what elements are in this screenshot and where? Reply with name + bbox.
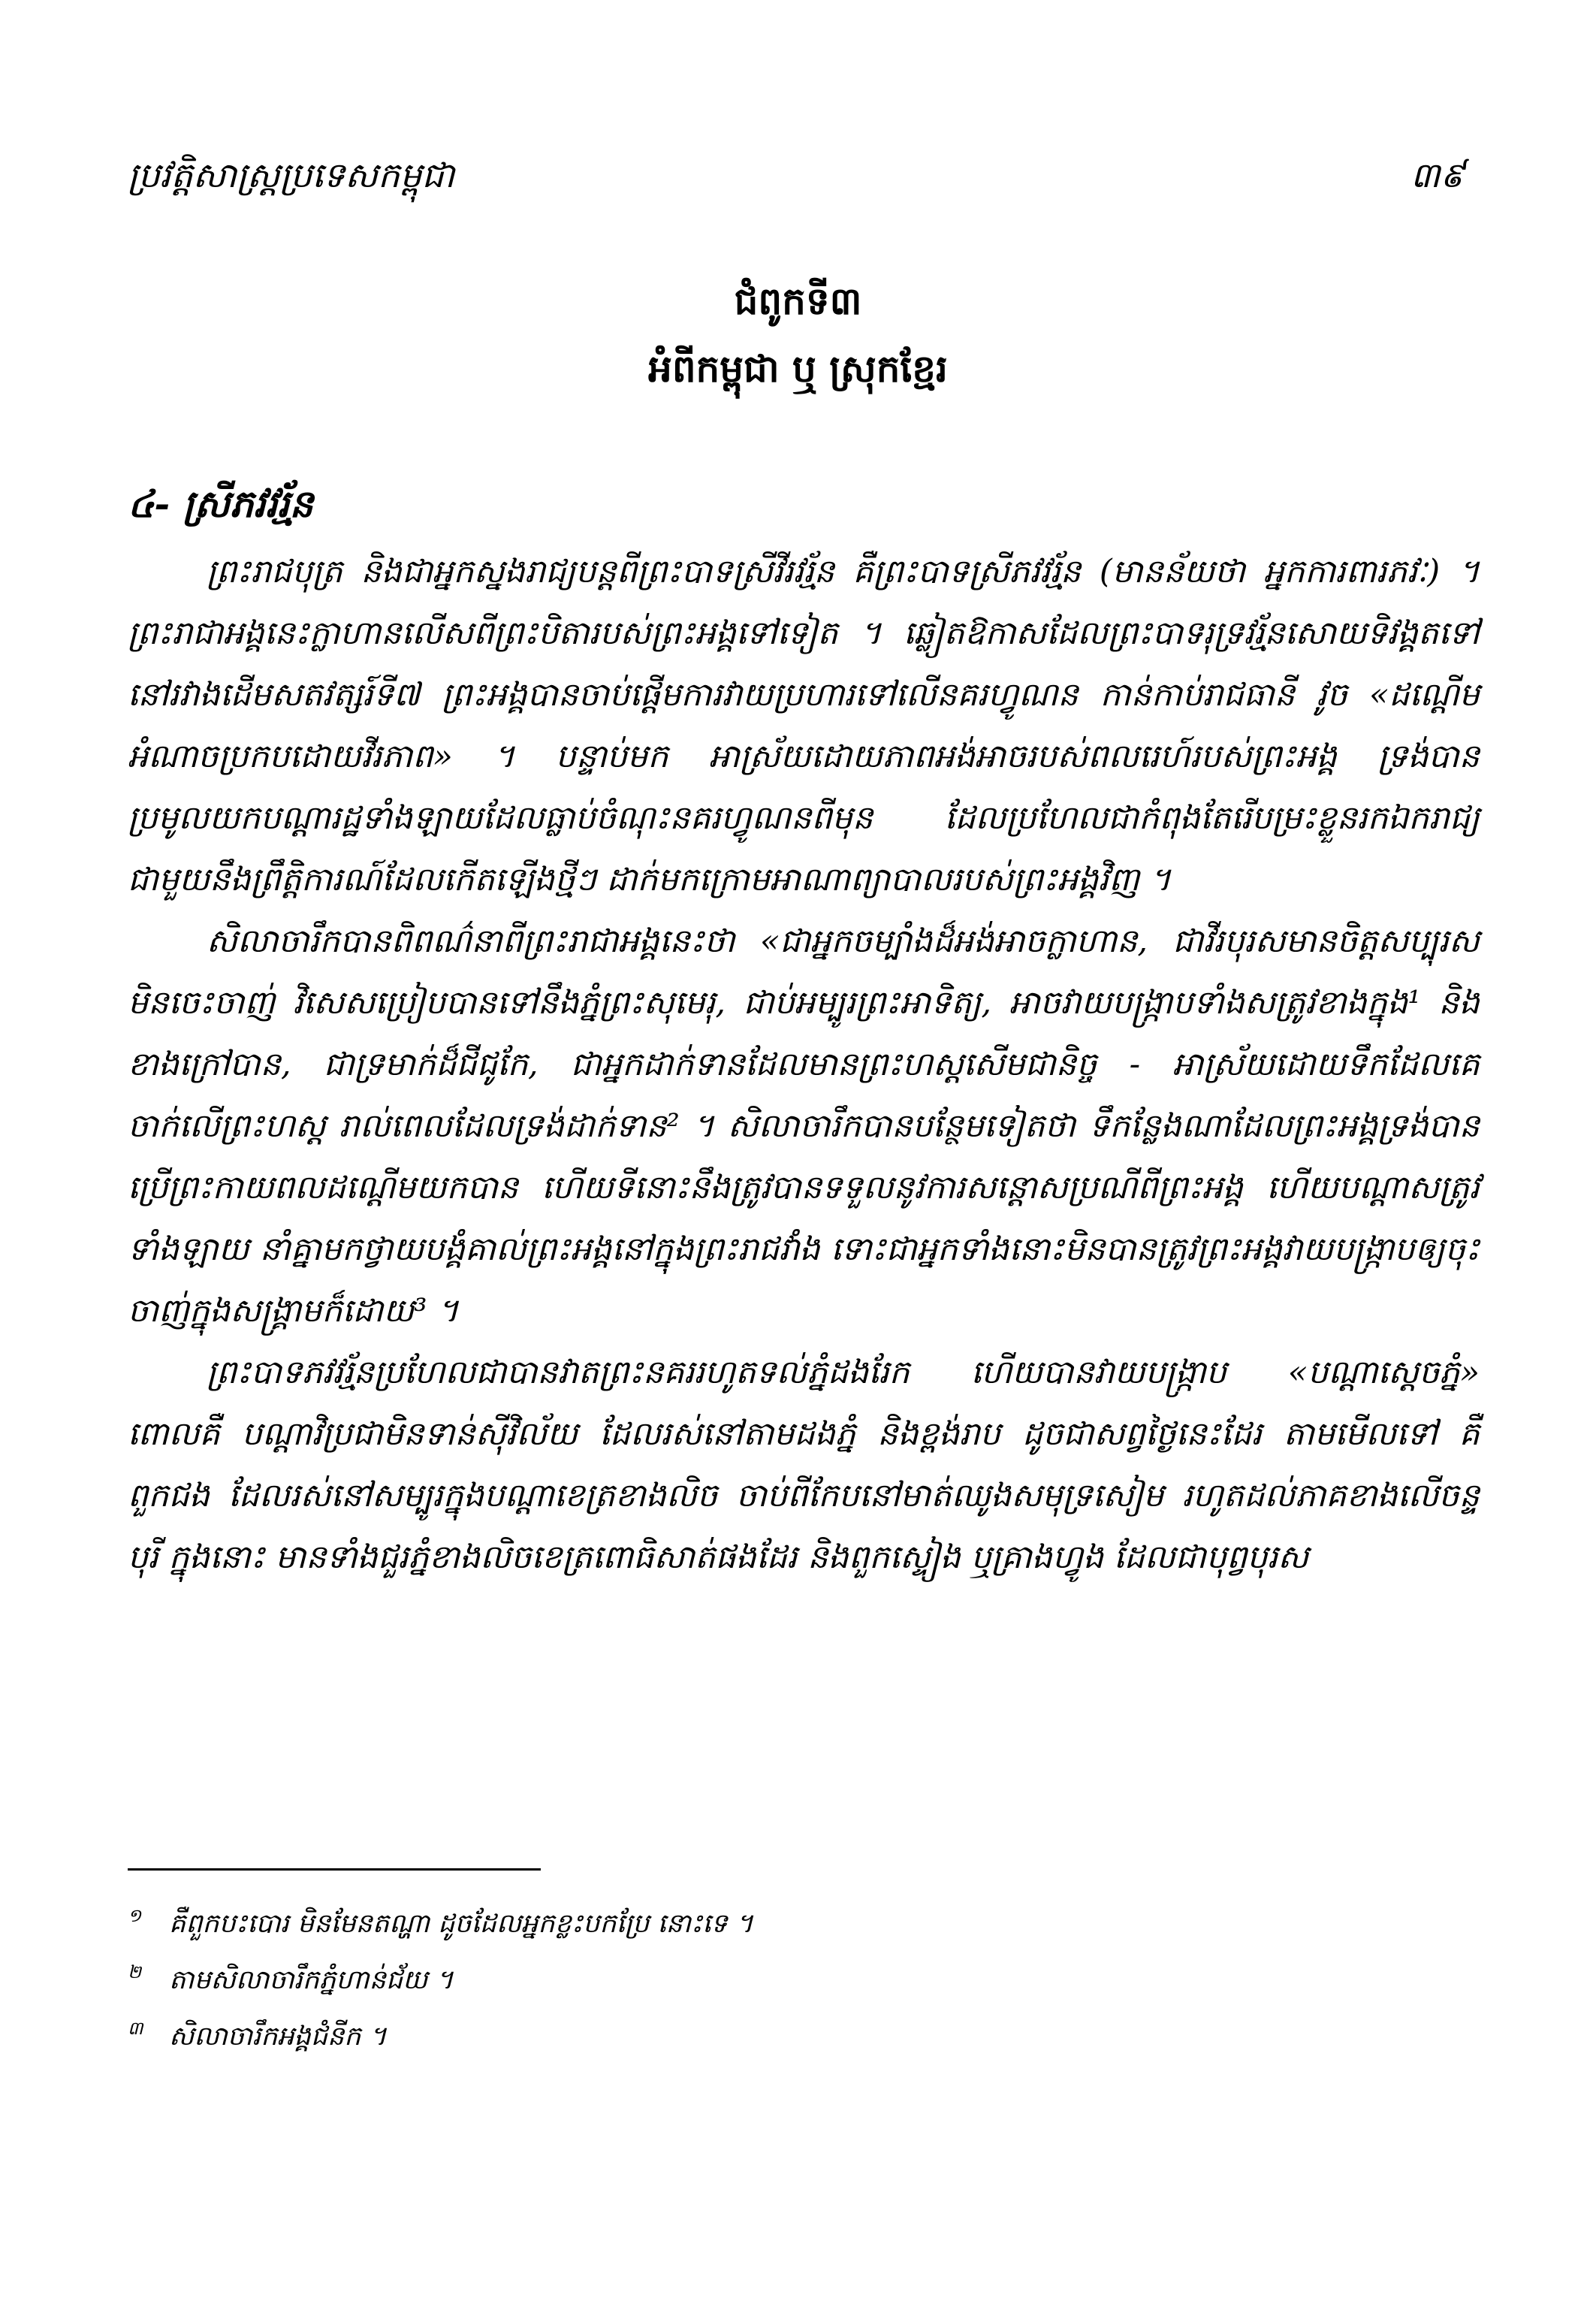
body-paragraph-1: ព្រះរាជបុត្រ និងជាអ្នកស្នងរាជ្យបន្តពីព្រះបាទស្រីវីរវរ្ម័ន គឺព្រះបាទស្រីភវវរ្ម័ន (មានន័យថា អ្នកការពារភវៈ) ។ ព្រះរាជាអង្គនេះក្លាហានលើសពីព្រះបិតារបស់ព្រះអង្គទៅទៀត ។ ឆ្លៀតឱកាសដែលព្រះបាទរុទ្រវរ្ម័នសោយទិវង្គតទៅនៅរវាងដើមសតវត្សរ៍ទី៧ ព្រះអង្គបានចាប់ផ្ដើមការវាយប្រហារទៅលើនគរហ្វូណន កាន់កាប់រាជធានី វូច «ដណ្ដើមអំណាចប្រកបដោយវីរភាព» ។ បន្ទាប់មក អាស្រ័យដោយភាពអង់អាចរបស់ពលរេហ៍របស់ព្រះអង្គ ទ្រង់បានប្រមូលយកបណ្ដារដ្ឋទាំងឡាយដែលធ្លាប់ចំណុះនគរហ្វូណនពីមុន ដែលប្រហែលជាកំពុងតែរើបម្រះខ្លួនរកឯករាជ្យជាមួយនឹងព្រឹត្តិការណ៍ដែលកើតឡើងថ្មីៗ ដាក់មកក្រោមអាណាព្យាបាលរបស់ព្រះអង្គវិញ ។ <box>128 553 1480 898</box>
footnote-1 <box>128 1897 753 1953</box>
body-text <box>128 541 1480 1588</box>
body-paragraph-2: សិលាចារឹកបានពិពណ៌នាពីព្រះរាជាអង្គនេះថា «ជាអ្នកចម្បាំងដ៏អង់អាចក្លាហាន, ជាវីរបុរសមានចិត្តសប្បុរស មិនចេះចាញ់ វិសេសប្រៀបបានទៅនឹងភ្នំព្រះសុមេរុ, ជាប់អម្បូរព្រះអាទិត្យ, អាចវាយបង្ក្រាបទាំងសត្រូវខាងក្នុង¹ និងខាងក្រៅបាន, ជាទ្រមាក់ដ៏ជីជូកែ, ជាអ្នកដាក់ទានដែលមានព្រះហស្តសើមជានិច្ច - អាស្រ័យដោយទឹកដែលគេចាក់លើព្រះហស្ត រាល់ពេលដែលទ្រង់ដាក់ទាន² ។ សិលាចារឹកបានបន្ថែមទៀតថា ទឹកន្លែងណាដែលព្រះអង្គទ្រង់បានប្រើព្រះកាយពលដណ្ដើមយកបាន ហើយទីនោះនឹងត្រូវបានទទួលនូវការសន្តោសប្រណីពីព្រះអង្គ ហើយបណ្ដាសត្រូវទាំងឡាយ នាំគ្នាមកថ្វាយបង្គំគាល់ព្រះអង្គនៅក្នុងព្រះរាជវាំង ទោះជាអ្នកទាំងនោះមិនបានត្រូវព្រះអង្គវាយបង្ក្រាបឲ្យចុះចាញ់ក្នុងសង្គ្រាមក៏ដោយ³ ។ <box>128 922 1480 1330</box>
section-heading: ៤- ស្រីភវវរ្ម័ន <box>128 482 314 526</box>
footnote-3 <box>128 2010 753 2066</box>
page-number: ៣៩ <box>1410 155 1465 195</box>
body-paragraph-3: ព្រះបាទភវវរ្ម័នប្រហែលជាបានវាតព្រះនគររហូតទល់ភ្នំដងរែក ហើយបានវាយបង្ក្រាប «បណ្ដាស្ដេចភ្នំ» ពោលគឺ បណ្ដាវិប្រជាមិនទាន់ស៊ីវិល័យ ដែលរស់នៅតាមដងភ្នំ និងខ្ពង់រាប ដូចជាសព្វថ្ងៃនេះដែរ តាមមើលទៅ គឺពួកជង ដែលរស់នៅសម្បូរក្នុងបណ្ដាខេត្រខាងលិច ចាប់ពីកែបនៅមាត់ឈូងសមុទ្រសៀម រហូតដល់ភាគខាងលើចន្ទបុរី ក្នុងនោះ មានទាំងជួរភ្នំខាងលិចខេត្រពោធិសាត់ផងដែរ និងពួកស្ទៀង ឬគ្រាងហ្វូង ដែលជាបុព្វបុរស <box>128 1354 1480 1576</box>
footnote-mark: ២ <box>128 1961 142 1982</box>
footnote-mark: ៣ <box>128 2018 143 2039</box>
footnotes <box>128 1897 753 2066</box>
footnote-divider <box>128 1868 541 1871</box>
footnote-text: តាមសិលាចារឹកភ្នំហាន់ជ័យ ។ <box>169 1965 454 1995</box>
footnote-text: សិលាចារឹកអង្គជំនីក ។ <box>169 2022 387 2052</box>
footnote-mark: ១ <box>128 1905 142 1926</box>
running-title: ប្រវត្តិសាស្ត្រប្រទេសកម្ពុជា <box>128 155 455 195</box>
chapter-label: ជំពូកទី៣ <box>734 279 862 323</box>
chapter-title: អំពីកម្ពុជា ឬ ស្រុកខ្មែរ <box>648 347 948 391</box>
footnote-text: គឺពួកបះបោរ មិនមែនតណ្ហា ដូចដែលអ្នកខ្លះបកប្រែ នោះទេ ។ <box>169 1909 753 1939</box>
footnote-2 <box>128 1953 753 2010</box>
